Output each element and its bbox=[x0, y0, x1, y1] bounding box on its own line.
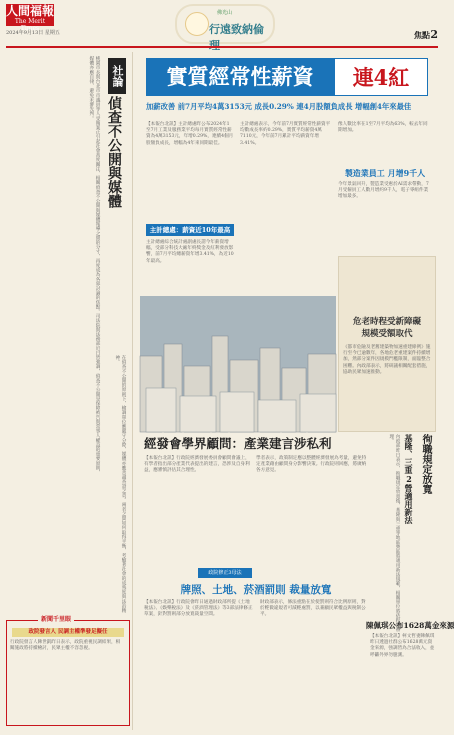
banner-brand: 佛光山 bbox=[217, 10, 233, 16]
main-article-col-3: 像人數比率在1至7月平均為63%，較去年同期增加。 bbox=[338, 122, 428, 134]
logo-english: The Merit Times bbox=[14, 18, 46, 32]
main-headline: 實質經常性薪資 bbox=[146, 58, 334, 96]
econ-headline: 經發會學界顧問：產業建言涉私利 bbox=[144, 436, 332, 451]
city-skyline-photo bbox=[140, 296, 336, 432]
banner-emblem-icon bbox=[185, 12, 209, 36]
column-divider bbox=[132, 52, 133, 730]
banner-title: 行遠致納倫 bbox=[209, 23, 264, 36]
right-bold-headline: 陳佩琪公布1628萬金來源 bbox=[366, 621, 454, 630]
econ-article-col-2: 學者表示，政策制定應以整體經濟發展為考量，避免特定產業藉由顧問身分影響決策。行政院則回應，將廣納各方意見。 bbox=[256, 456, 367, 474]
sidebar-box-body: 《都市危險及老舊建築物加速重建條例》施行至今已逾數年，各地危老重建案件持續增加，然部分案件因規模門檻限制，面臨整合困難。內政部表示，將研議相關配套措施，協助民眾加速推動。 bbox=[343, 345, 431, 375]
main-article-col-1: 【本報台北訊】主計總處昨公布2024年1至7月工業及服務業平均每月實質經常性薪資為4萬3153元，年增0.29%，連續4個月股額負成長，增幅為4年來同期最佳。 bbox=[146, 122, 234, 146]
issue-date: 2024年9月13日 星期五 bbox=[6, 30, 60, 36]
news-box-headline: 政院發言人 民調主權準發足擬任 bbox=[12, 628, 124, 637]
right-article-body: 內政部昨日表示，徇職規定放寬後，基隆與三重等地區營區將適用新法規範，相關單位將依程序辦理。 bbox=[388, 434, 400, 632]
editorial-tag: 社論 bbox=[108, 58, 126, 94]
manufacturing-subhead: 製造業員工 月增9千人 bbox=[344, 168, 426, 178]
right-headline-1: 徇職規定放寬 bbox=[420, 434, 431, 494]
wages-subhead: 主計總處：薪資近10年最高 bbox=[146, 224, 234, 236]
editorial-continued: 在偵查不公開的原則下，檢調單位應嚴守分際，媒體亦應善盡查證之責。兩者之間如何取得平衡，考驗著社會的成熟度與法治精神。 bbox=[114, 355, 126, 613]
header-rule bbox=[6, 46, 438, 48]
column-banner bbox=[175, 4, 275, 44]
right-headline-2: 基隆、三重2營適用新法 bbox=[404, 434, 414, 524]
fine-article-col-1: 【本報台北訊】行政院會昨日通過財政部所提《土地稅法》、《娛樂稅法》及《菸酒管理法》等3部法律修正草案，針對罰則部分放寬裁量空間。 bbox=[144, 600, 253, 618]
fine-tag: 政院修正3母法 bbox=[198, 568, 252, 578]
sidebar-box-headline: 危老時程受新障礙 規模受額取代 bbox=[352, 317, 421, 339]
section-name: 焦點 bbox=[414, 30, 430, 40]
main-article-col-2: 主計總處表示，今年前7月實質經常性薪資平均數成長率約0.29%，實質平均薪資4萬7110元，今年前7月累計平均薪資年增3.41%。 bbox=[240, 122, 331, 146]
wages-body: 主計總處綜合統計處副處長謂今年薪資增幅，受部分科技大廠年終獎金及紅利發放影響，前7月平均總薪資年增3.41%，為近10年最高。 bbox=[146, 240, 234, 264]
main-headline-highlight: 連4紅 bbox=[334, 58, 428, 96]
logo-text: 人間福報 bbox=[6, 4, 55, 18]
news-box-tag: 新聞千里眼 bbox=[38, 614, 74, 623]
manufacturing-body: 今年景氣回升，製造業受惠於AI需求帶動，7月受僱員工人數月增約9千人，電子零組件業增加最多。 bbox=[338, 182, 429, 200]
right-bottom-body: 【本報台北訊】柯文哲妻陳佩琪昨日透過社群公布1628萬元資金來源，強調皆為合法收入，並呼籲外界勿臆測。 bbox=[370, 634, 435, 658]
editorial-body: 桃園市長與台北市市議員等人受賄案正引起社會高度關注，相關偵查不公開與媒體報導之間的分寸，再度成為各界討論的焦點。司法院與法務部近日皆強調，偵查不公開是保障被告與當事人權益的重要原則，媒體亦應自律，避免未審先判。 bbox=[88, 56, 100, 475]
fine-article-col-2: 財政部表示，修法重點在於使罰則符合比例原則，對於輕微違規者可減輕處罰，以兼顧民眾權益與稅制公平。 bbox=[260, 600, 366, 618]
econ-article-col-1: 【本報台北訊】行政院經濟發展委員會顧問會議上，有學者指出部分產業代表提出的建言，恐涉及自身利益，應審慎評估其合理性。 bbox=[144, 456, 250, 474]
news-box-body: 行政院發言人陳世凱昨日表示，政院重視民調結果，相關施政將持續檢討，民眾主權不容忽視。 bbox=[10, 640, 121, 652]
page-number: 2 bbox=[430, 28, 438, 41]
editorial-title: 偵查不公開與媒體 bbox=[106, 96, 122, 208]
main-subheadline: 加薪改善 前7月平均4萬3153元 成長0.29% 連4月股額負成長 增幅創4年來最佳 bbox=[146, 102, 412, 111]
fine-headline: 牌照、土地、菸酒罰則 裁量放寬 bbox=[180, 584, 332, 596]
